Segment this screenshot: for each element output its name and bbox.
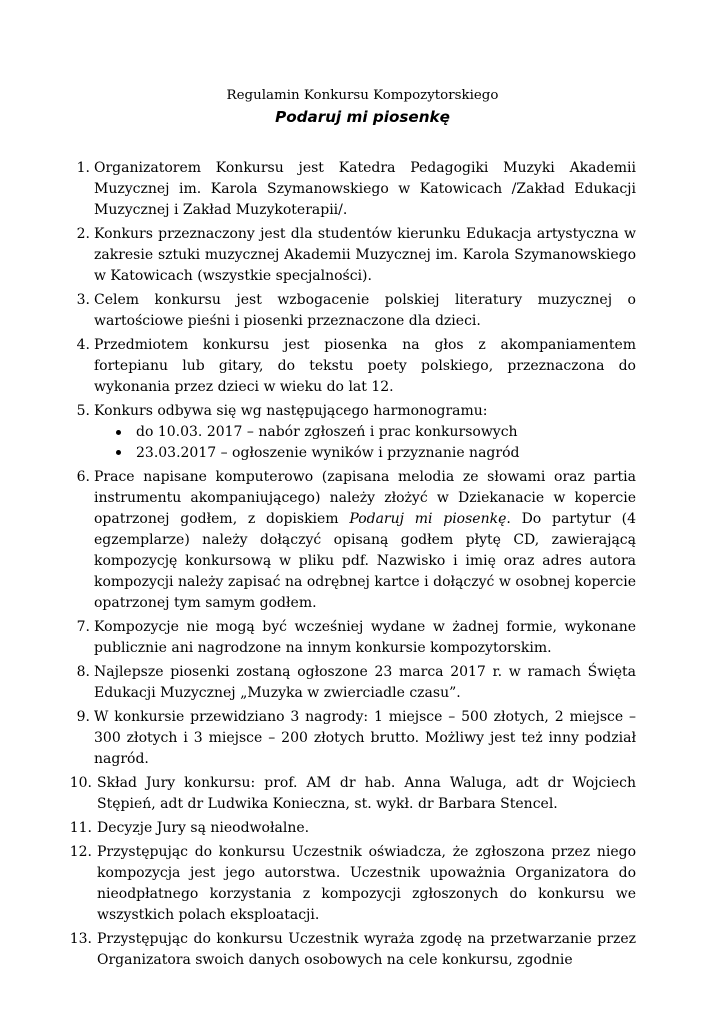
rule-7: 7. Kompozycje nie mogą być wcześniej wydane w żadnej formie, wykonane publicznie ani nagrodzone na innym konkursie kompozytorskim. bbox=[56, 617, 636, 659]
rule-13: 13. Przystępując do konkursu Uczestnik wyraża zgodę na przetwarzanie przez Organizatora swoich danych osobowych na cele konkursu, zgodnie bbox=[56, 929, 636, 971]
rule-5: 5. Konkurs odbywa się wg następującego harmonogramu: do 10.03. 2017 – nabór zgłoszeń i prac konkursowych 23.03.2017 – ogłoszenie wyników i przyznanie nagród bbox=[56, 401, 636, 464]
contest-name-italic: Podaruj mi piosenkę bbox=[349, 510, 507, 527]
document-title: Regulamin Konkursu Kompozytorskiego bbox=[226, 88, 499, 103]
rule-12: 12. Przystępując do konkursu Uczestnik oświadcza, że zgłoszona przez niego kompozycja jest jego autorstwa. Uczestnik upoważnia Organizatora do nieodpłatnego korzystania z kompozycji zgłoszonych do konkursu we wszystkich polach eksploatacji. bbox=[56, 842, 636, 926]
rule-6: 6. Prace napisane komputerowo (zapisana melodia ze słowami oraz partia instrumentu akompaniującego) należy złożyć w Dziekanacie w kopercie opatrzonej godłem, z dopiskiem Podaruj mi piosenkę. Do partytur (4 egzemplarze) należy dołączyć opisaną godłem płytę CD, zawierającą kompozycję konkursową w pliku pdf. Nazwisko i imię oraz adres autora kompozycji należy zapisać na odrębnej kartce i dołączyć w osobnej kopercie opatrzonej tym samym godłem. bbox=[56, 467, 636, 613]
rule-text: Przystępując do konkursu Uczestnik wyraża zgodę na przetwarzanie przez Organizatora swoich danych osobowych na cele konkursu, zgodnie bbox=[97, 931, 636, 969]
bullet-icon bbox=[116, 430, 121, 435]
rule-text: Przystępując do konkursu Uczestnik oświadcza, że zgłoszona przez niego kompozycja jest jego autorstwa. Uczestnik upoważnia Organizatora do nieodpłatnego korzystania z kompozycji zgłoszonych do konkursu we wszystkich polach eksploatacji. bbox=[97, 844, 636, 924]
rule-text: Decyzje Jury są nieodwołalne. bbox=[97, 820, 310, 837]
rule-1: 1. Organizatorem Konkursu jest Katedra Pedagogiki Muzyki Akademii Muzycznej im. Karola Szymanowskiego w Katowicach /Zakład Edukacji Muzycznej i Zakład Muzykoterapii/. bbox=[56, 158, 636, 221]
schedule-list bbox=[94, 422, 636, 464]
rule-11: 11. Decyzje Jury są nieodwołalne. bbox=[56, 818, 636, 839]
rule-text: Konkurs przeznaczony jest dla studentów kierunku Edukacja artystyczna w zakresie sztuki muzycznej Akademii Muzycznej im. Karola Szymanowskiego w Katowicach (wszystkie specjalności). bbox=[94, 226, 636, 284]
document-header bbox=[56, 86, 636, 128]
schedule-item: do 10.03. 2017 – nabór zgłoszeń i prac konkursowych bbox=[94, 422, 636, 443]
rule-text: Organizatorem Konkursu jest Katedra Pedagogiki Muzyki Akademii Muzycznej im. Karola Szymanowskiego w Katowicach /Zakład Edukacji Muzycznej i Zakład Muzykoterapii/. bbox=[94, 160, 636, 218]
rule-text: Konkurs odbywa się wg następującego harmonogramu: bbox=[94, 403, 488, 420]
rule-3: 3. Celem konkursu jest wzbogacenie polskiej literatury muzycznej o wartościowe pieśni i piosenki przeznaczone dla dzieci. bbox=[56, 290, 636, 332]
rules-list bbox=[56, 158, 636, 971]
rule-text: W konkursie przewidziano 3 nagrody: 1 miejsce – 500 złotych, 2 miejsce – 300 złotych i 3 miejsce – 200 złotych brutto. Możliwy jest też inny podział nagród. bbox=[94, 709, 636, 767]
rule-8: 8. Najlepsze piosenki zostaną ogłoszone 23 marca 2017 r. w ramach Święta Edukacji Muzycznej „Muzyka w zwierciadle czasu”. bbox=[56, 662, 636, 704]
rule-9: 9. W konkursie przewidziano 3 nagrody: 1 miejsce – 500 złotych, 2 miejsce – 300 złotych i 3 miejsce – 200 złotych brutto. Możliwy jest też inny podział nagród. bbox=[56, 707, 636, 770]
rule-text: Prace napisane komputerowo (zapisana melodia ze słowami oraz partia instrumentu akompaniującego) należy złożyć w Dziekanacie w kopercie opatrzonej godłem, z dopiskiem Podaruj mi piosenkę. Do partytur (4 egzemplarze) należy dołączyć opisaną godłem płytę CD, zawierającą kompozycję konkursową w pliku pdf. Nazwisko i imię oraz adres autora kompozycji należy zapisać na odrębnej kartce i dołączyć w osobnej kopercie opatrzonej tym samym godłem. bbox=[94, 469, 636, 611]
bullet-icon bbox=[116, 450, 121, 455]
rule-text: Kompozycje nie mogą być wcześniej wydane w żadnej formie, wykonane publicznie ani nagrodzone na innym konkursie kompozytorskim. bbox=[94, 618, 636, 656]
schedule-item: 23.03.2017 – ogłoszenie wyników i przyznanie nagród bbox=[94, 443, 636, 464]
rule-text: Skład Jury konkursu: prof. AM dr hab. Anna Waluga, adt dr Wojciech Stępień, adt dr Ludwika Konieczna, st. wykł. dr Barbara Stencel. bbox=[97, 775, 636, 812]
rule-10: 10. Skład Jury konkursu: prof. AM dr hab. Anna Waluga, adt dr Wojciech Stępień, adt dr Ludwika Konieczna, st. wykł. dr Barbara Stencel. bbox=[56, 773, 636, 815]
rule-text: Przedmiotem konkursu jest piosenka na głos z akompaniamentem fortepianu lub gitary, do tekstu poety polskiego, przeznaczona do wykonania przez dzieci w wieku do lat 12. bbox=[94, 337, 636, 395]
rule-text: Celem konkursu jest wzbogacenie polskiej literatury muzycznej o wartościowe pieśni i piosenki przeznaczone dla dzieci. bbox=[94, 292, 636, 329]
rule-4: 4. Przedmiotem konkursu jest piosenka na głos z akompaniamentem fortepianu lub gitary, do tekstu poety polskiego, przeznaczona do wykonania przez dzieci w wieku do lat 12. bbox=[56, 335, 636, 398]
rule-text: Najlepsze piosenki zostaną ogłoszone 23 marca 2017 r. w ramach Święta Edukacji Muzycznej „Muzyka w zwierciadle czasu”. bbox=[94, 663, 636, 701]
rule-2: 2. Konkurs przeznaczony jest dla studentów kierunku Edukacja artystyczna w zakresie sztuki muzycznej Akademii Muzycznej im. Karola Szymanowskiego w Katowicach (wszystkie specjalności). bbox=[56, 224, 636, 287]
document-subtitle: Podaruj mi piosenkę bbox=[275, 108, 450, 126]
